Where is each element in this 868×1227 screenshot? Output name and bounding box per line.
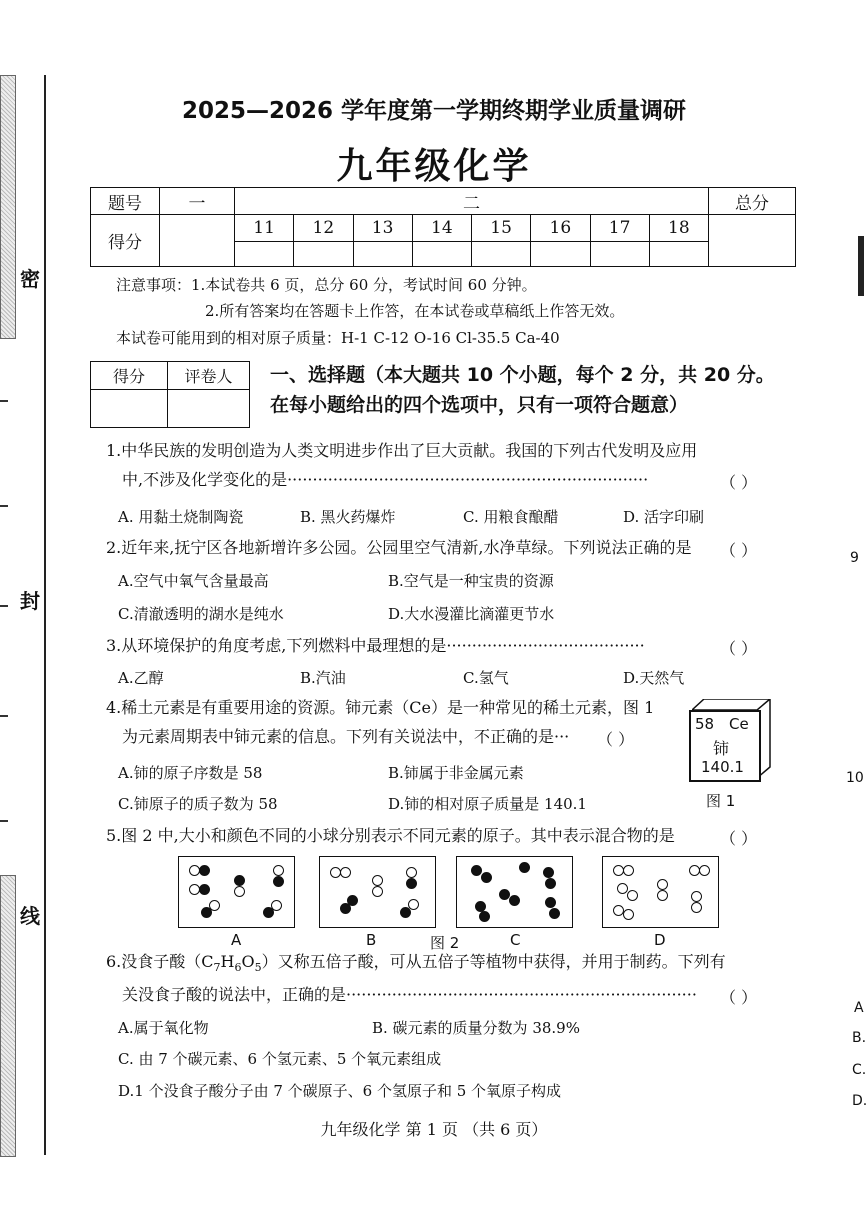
atom-white <box>699 865 710 876</box>
atom-white <box>691 902 702 913</box>
q3-answer-paren[interactable]: （ ） <box>720 639 758 658</box>
atom-black <box>471 865 482 876</box>
grader-reviewer-cell[interactable] <box>168 390 250 428</box>
score-number: 13 <box>353 215 412 242</box>
q5-stem-line1: 5.图 2 中,大小和颜色不同的小球分别表示不同元素的原子。其中表示混合物的是 <box>106 826 675 845</box>
atom-black <box>543 867 554 878</box>
score-number: 11 <box>235 215 294 242</box>
section1-line1: 一、选择题（本大题共 10 个小题，每个 2 分，共 20 分。 <box>270 364 775 386</box>
q3-option-a[interactable]: A.乙醇 <box>118 669 164 687</box>
element-symbol: Ce <box>729 715 749 733</box>
q5-answer-paren[interactable]: （ ） <box>720 829 758 848</box>
section1-line2: 在每小题给出的四个选项中，只有一项符合题意） <box>270 394 689 416</box>
q2-option-d[interactable]: D.大水漫灌比滴灌更节水 <box>388 605 555 623</box>
score-header-label: 题号 <box>91 188 160 215</box>
score-cell[interactable] <box>235 242 294 267</box>
atom-white <box>372 886 383 897</box>
q3-option-b[interactable]: B.汽油 <box>300 669 346 687</box>
score-table <box>90 187 796 267</box>
atom-white <box>408 899 419 910</box>
grader-score-cell[interactable] <box>91 390 168 428</box>
q6-subscript-o: 5 <box>254 961 262 975</box>
q6-formula-o: O <box>241 952 255 971</box>
grader-reviewer-label: 评卷人 <box>168 362 250 390</box>
q4-option-d[interactable]: D.铈的相对原子质量是 140.1 <box>388 795 587 813</box>
atom-black <box>519 862 530 873</box>
margin-tick <box>0 605 8 607</box>
adjacent-page-text: 9 <box>850 550 859 566</box>
score-cell[interactable] <box>531 242 590 267</box>
grader-table <box>90 361 250 428</box>
atom-white <box>657 890 668 901</box>
binding-margin <box>0 75 44 1155</box>
q6-option-b[interactable]: B. 碳元素的质量分数为 38.9% <box>372 1019 580 1037</box>
atom-black <box>479 911 490 922</box>
score-number: 17 <box>590 215 649 242</box>
atom-white <box>627 890 638 901</box>
element-name: 铈 <box>713 739 730 758</box>
element-atomic-number: 58 <box>695 715 715 733</box>
figure2-box-c[interactable] <box>456 856 573 928</box>
q6-formula-h: H <box>220 952 235 971</box>
adjacent-page-text: C. <box>852 1062 867 1078</box>
page-footer: 九年级化学 第 1 页 （共 6 页） <box>320 1120 548 1139</box>
figure2-label-a: A <box>231 931 242 949</box>
margin-shade-bottom <box>0 875 16 1157</box>
q1-answer-paren[interactable]: （ ） <box>720 473 758 492</box>
atom-white <box>234 886 245 897</box>
figure2-label-c: C <box>510 931 521 949</box>
subject-title: 九年级化学 <box>336 146 532 187</box>
q2-option-c[interactable]: C.清澈透明的湖水是纯水 <box>118 605 284 623</box>
q4-answer-paren[interactable]: （ ） <box>597 730 635 749</box>
score-row-label: 得分 <box>91 215 160 267</box>
figure2-box-b[interactable] <box>319 856 436 928</box>
q4-option-a[interactable]: A.铈的原子序数是 58 <box>118 764 263 782</box>
adjacent-page-mark <box>858 236 864 296</box>
atom-white <box>617 883 628 894</box>
margin-tick <box>0 400 8 402</box>
q1-option-a[interactable]: A. 用黏土烧制陶瓷 <box>118 508 244 526</box>
q1-option-c[interactable]: C. 用粮食酿醋 <box>463 508 559 526</box>
atom-white <box>691 891 702 902</box>
adjacent-page-text: B. <box>852 1030 867 1046</box>
q6-option-c[interactable]: C. 由 7 个碳元素、6 个氢元素、5 个氧元素组成 <box>118 1050 442 1068</box>
atom-black <box>545 878 556 889</box>
atom-white <box>623 865 634 876</box>
score-cell[interactable] <box>472 242 531 267</box>
atom-black <box>234 875 245 886</box>
score-header-part2: 二 <box>235 188 709 215</box>
figure1-caption: 图 1 <box>706 792 736 810</box>
score-number: 15 <box>472 215 531 242</box>
q4-option-b[interactable]: B.铈属于非金属元素 <box>388 764 524 782</box>
q1-option-d[interactable]: D. 活字印刷 <box>623 508 705 526</box>
q6-stem-line1 <box>106 952 726 978</box>
atom-black <box>545 897 556 908</box>
q2-stem-line1: 2.近年来,抚宁区各地新增许多公园。公园里空气清新,水净草绿。下列说法正确的是 <box>106 538 692 557</box>
atom-black <box>406 878 417 889</box>
q1-option-b[interactable]: B. 黑火药爆炸 <box>300 508 396 526</box>
q2-option-a[interactable]: A.空气中氧气含量最高 <box>118 572 269 590</box>
score-number: 12 <box>294 215 353 242</box>
atom-black <box>549 908 560 919</box>
q1-stem-line1: 1.中华民族的发明创造为人类文明进步作出了巨大贡献。我国的下列古代发明及应用 <box>106 441 698 460</box>
q6-option-d[interactable]: D.1 个没食子酸分子由 7 个碳原子、6 个氢原子和 5 个氧原子构成 <box>118 1082 562 1100</box>
adjacent-page-text: D. <box>852 1093 868 1109</box>
score-cell[interactable] <box>294 242 353 267</box>
atom-white <box>657 879 668 890</box>
atom-black <box>509 895 520 906</box>
exam-title: 2025—2026 学年度第一学期终期学业质量调研 <box>181 98 687 124</box>
margin-seal-feng: 封 <box>20 589 40 613</box>
q4-option-c[interactable]: C.铈原子的质子数为 58 <box>118 795 278 813</box>
margin-tick <box>0 820 8 822</box>
score-cell-part1[interactable] <box>160 215 235 267</box>
notes-line3: 本试卷可能用到的相对原子质量：H-1 C-12 O-16 Cl-35.5 Ca-40 <box>116 329 560 347</box>
figure2-box-a[interactable] <box>178 856 295 928</box>
score-cell[interactable] <box>412 242 471 267</box>
atom-white <box>372 875 383 886</box>
q6-subscript-c: 7 <box>213 961 221 975</box>
margin-tick <box>0 715 8 717</box>
binding-line <box>44 75 46 1155</box>
q6-stem-start: 6.没食子酸（C <box>106 952 214 971</box>
q3-stem-line1: 3.从环境保护的角度考虑,下列燃料中最理想的是······································· <box>106 636 645 655</box>
notes-line2: 2.所有答案均在答题卡上作答，在本试卷或草稿纸上作答无效。 <box>205 302 625 320</box>
score-number: 18 <box>649 215 708 242</box>
adjacent-page-text: A <box>854 1000 864 1016</box>
element-card <box>689 710 761 782</box>
atom-white <box>340 867 351 878</box>
atom-black <box>347 895 358 906</box>
q4-stem-line2: 为元素周期表中铈元素的信息。下列有关说法中，不正确的是··· <box>122 727 570 746</box>
notes-line1: 注意事项：1.本试卷共 6 页，总分 60 分，考试时间 60 分钟。 <box>116 276 537 294</box>
q6-option-a[interactable]: A.属于氧化物 <box>118 1019 209 1037</box>
q2-answer-paren[interactable]: （ ） <box>720 541 758 560</box>
q3-option-d[interactable]: D.天然气 <box>623 669 685 687</box>
score-cell[interactable] <box>590 242 649 267</box>
atom-black <box>199 865 210 876</box>
score-cell-total[interactable] <box>709 215 796 267</box>
score-number: 16 <box>531 215 590 242</box>
atom-white <box>623 909 634 920</box>
margin-seal-xian: 线 <box>20 904 40 928</box>
adjacent-page-text: 10 <box>846 770 864 786</box>
q6-stem-line2: 关没食子酸的说法中，正确的是····································································· <box>122 985 697 1004</box>
q2-option-b[interactable]: B.空气是一种宝贵的资源 <box>388 572 554 590</box>
section1-title <box>270 360 775 420</box>
score-header-part1: 一 <box>160 188 235 215</box>
figure2-box-d[interactable] <box>602 856 719 928</box>
atom-white <box>273 865 284 876</box>
margin-seal-mi: 密 <box>20 267 40 291</box>
score-cell[interactable] <box>649 242 708 267</box>
atom-white <box>209 900 220 911</box>
figure2-caption: 图 2 <box>430 934 460 952</box>
atom-white <box>271 900 282 911</box>
score-cell[interactable] <box>353 242 412 267</box>
atom-black <box>199 884 210 895</box>
q4-stem-line1: 4.稀土元素是有重要用途的资源。铈元素（Ce）是一种常见的稀土元素，图 1 <box>106 698 655 717</box>
q6-stem-rest: ）又称五倍子酸，可从五倍子等植物中获得，并用于制药。下列有 <box>261 952 726 971</box>
q1-stem-line2: 中,不涉及化学变化的是······································································· <box>122 470 649 489</box>
atom-black <box>273 876 284 887</box>
q3-option-c[interactable]: C.氢气 <box>463 669 509 687</box>
score-header-total: 总分 <box>709 188 796 215</box>
figure2-label-d: D <box>654 931 666 949</box>
q6-subscript-h: 6 <box>234 961 242 975</box>
q6-answer-paren[interactable]: （ ） <box>720 988 758 1007</box>
atom-white <box>406 867 417 878</box>
element-atomic-mass: 140.1 <box>701 758 744 776</box>
margin-tick <box>0 505 8 507</box>
score-number: 14 <box>412 215 471 242</box>
grader-score-label: 得分 <box>91 362 168 390</box>
figure2-label-b: B <box>366 931 377 949</box>
atom-black <box>481 872 492 883</box>
